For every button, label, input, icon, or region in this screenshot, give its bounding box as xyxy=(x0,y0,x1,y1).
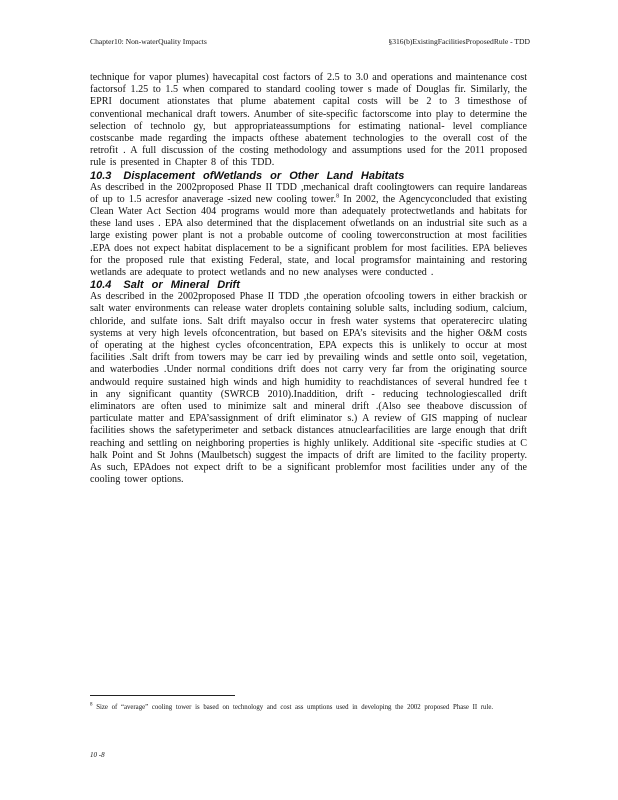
footnote-reference[interactable]: 8 xyxy=(336,193,340,200)
paragraph-salt-drift: As described in the 2002proposed Phase II TDD ,the operation ofcooling towers in either brackish or salt water environments can release water droplets containing soluble salts, including sodium, calcium, chloride, and sulfate ions. Salt drift mayalso occur in fresh water systems that operaterecirc ulating systems at very high levels ofconcentration, but based on EPA’s sitevisits and the higher O&M costs of operating at the highest cycles ofconcentration, EPA expects this is unlikely to occur at most facilities .Salt drift from towers may be carr ied by prevailing winds and settle onto soil, vegetation, and waterbodies .Under normal conditions drift does not carry very far from the originating source andwould require sustained high winds and high humidity to reachdistances of several hundred fee t in any significant quantity (SWRCB 2010).Inaddition, drift - reducing technologiescalled drift eliminators are often used to minimize salt and mineral drift .(Also see theabove discussion of particulate matter and EPA’sassignment of drift eliminator s.) A review of GIS mapping of nuclear facilities shows the safetyperimeter and setback distances atnuclearfacilities are large enough that drift reaching and settling on neighboring properties is highly unlikely. Additional site -specific studies at C halk Point and St Johns (Maulbetsch) suggest the impacts of drift are limited to the facility property. As such, EPAdoes not expect drift to be a significant problemfor most facilities under any of the cooling tower options. xyxy=(90,291,527,486)
header-chapter-title: Chapter10: Non-waterQuality Impacts xyxy=(90,37,207,46)
footnote-divider xyxy=(90,695,235,696)
section-title: Salt or Mineral Drift xyxy=(123,279,240,292)
main-content xyxy=(90,72,527,487)
section-heading-10-3 xyxy=(90,170,527,182)
footnote xyxy=(90,703,527,712)
running-header xyxy=(90,37,530,46)
paragraph-plume-abatement: technique for vapor plumes) havecapital cost factors of 2.5 to 3.0 and operations and maintenance cost factorsof 1.25 to 1.5 when compared to standard cooling tower s made of Douglas fir. Similarly, the EPRI document ationstates that plume abatement capital costs will be 2 to 3 timesthose of conventional mechanical draft towers. Anumber of site-specific factorscome into play to determine the selection of technolo gy, but appropriateassumptions for estimating national- level compliance costscanbe made regarding the impacts ofthese abatement technologies to the overall cost of the retrofit . A full discussion of the costing methodology and assumptions used for the 2011 proposed rule is presented in Chapter 8 of this TDD. xyxy=(90,72,527,169)
paragraph-wetlands-part2: In 2002, the Agencyconcluded that existing Clean Water Act Section 404 programs would more than adequately protectwetlands and habitats for these land uses . EPA also determined that the displacement ofwetlands on an industrial site such as a large existing power plant is not a probable outcome of cooling towerconstruction at most facilities .EPA does not expect habitat displacement to be a significant problem for most facilities. EPA believes for the proposed rule that existing Federal, state, and local programsfor maintaining and restoring wetlands are adequate to protect wetlands and no new analyses were conducted . xyxy=(90,193,527,279)
paragraph-wetlands-part1: As described in the 2002proposed Phase II TDD ,mechanical draft coolingtowers can require landareas of up to 1.5 acresfor anaverage -sized new cooling tower. xyxy=(90,181,527,205)
section-number: 10.3 xyxy=(90,169,112,182)
footnote-marker: 8 xyxy=(90,702,93,708)
section-heading-10-4 xyxy=(90,279,527,291)
page-number: 10 -8 xyxy=(90,751,105,759)
header-document-title: §316(b)ExistingFacilitiesProposedRule - TDD xyxy=(388,37,530,46)
section-number: 10.4 xyxy=(90,279,112,292)
paragraph-wetlands xyxy=(90,182,527,280)
section-title: Displacement ofWetlands or Other Land Habitats xyxy=(123,169,405,182)
footnote-text: Size of “average” cooling tower is based on technology and cost ass umptions used in developing the 2002 proposed Phase II rule. xyxy=(92,704,494,711)
